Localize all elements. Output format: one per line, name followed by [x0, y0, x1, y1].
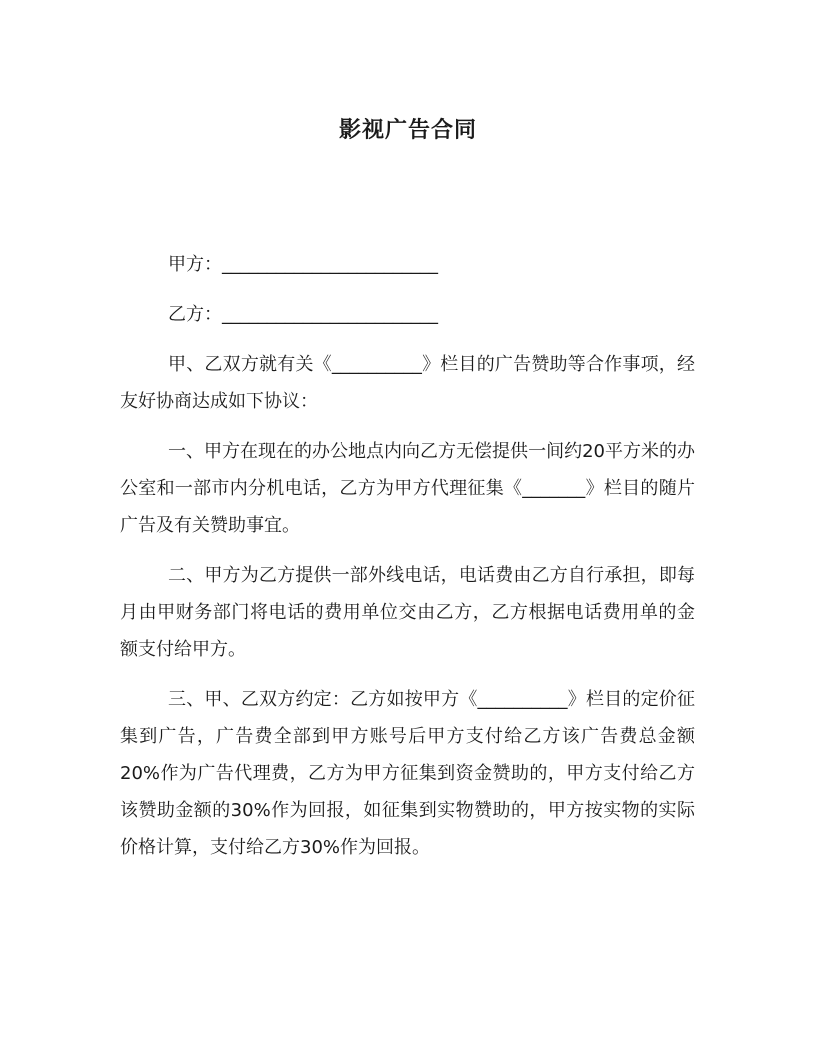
clause-2-paragraph: 二、甲方为乙方提供一部外线电话，电话费由乙方自行承担，即每月由甲财务部门将电话的费用单位交由乙方，乙方根据电话费用单的金额支付给甲方。 [120, 565, 695, 660]
clause-1-paragraph: 一、甲方在现在的办公地点内向乙方无偿提供一间约20平方米的办公室和一部市内分机电话，乙方为甲方代理征集《_______》栏目的随片广告及有关赞助事宜。 [120, 441, 695, 536]
party-b-line: 乙方：________________________ [168, 304, 438, 325]
document-body [120, 246, 695, 866]
document-title: 影视广告合同 [338, 118, 477, 143]
clause-3-paragraph: 三、甲、乙双方约定：乙方如按甲方《__________》栏目的定价征集到广告，广告费全部到甲方账号后甲方支付给乙方该广告费总金额20%作为广告代理费，乙方为甲方征集到资金赞助的，甲方支付给乙方该赞助金额的30%作为回报，如征集到实物赞助的，甲方按实物的实际价格计算，支付给乙方30%作为回报。 [120, 689, 695, 858]
intro-paragraph: 甲、乙双方就有关《__________》栏目的广告赞助等合作事项，经友好协商达成如下协议： [120, 354, 695, 412]
party-a-line: 甲方：________________________ [168, 254, 438, 275]
